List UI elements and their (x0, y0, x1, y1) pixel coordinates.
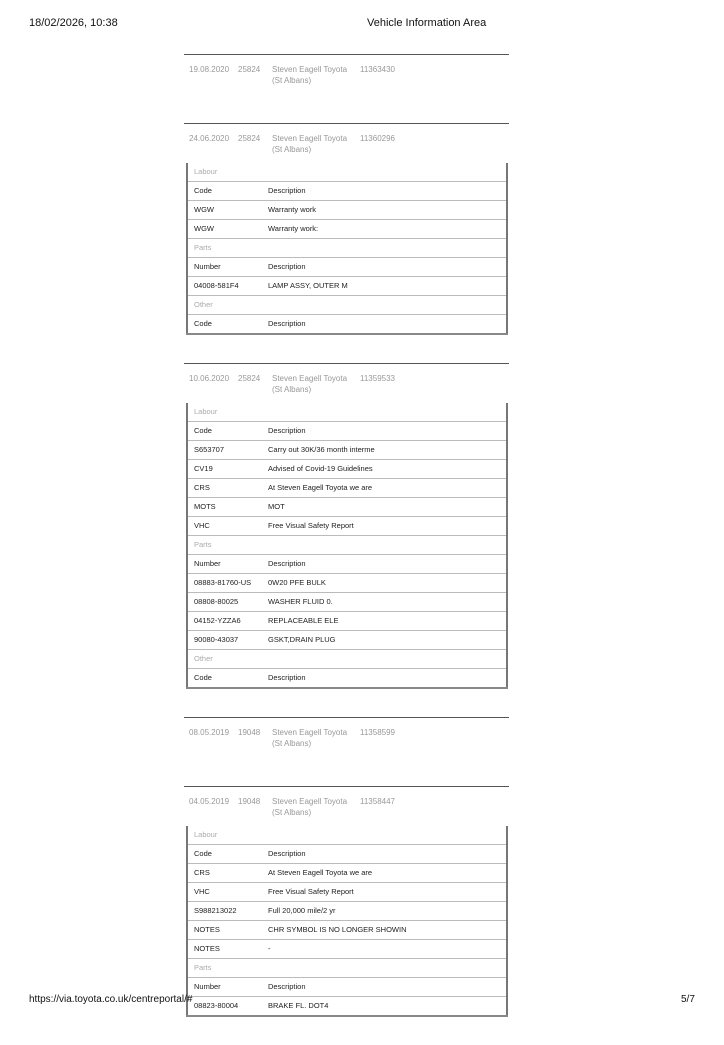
dealer-name: Steven Eagell Toyota (272, 797, 348, 806)
visit-items-table (186, 403, 508, 689)
visit-header[interactable] (184, 364, 509, 395)
item-description: Description (262, 182, 507, 201)
table-row (187, 498, 507, 517)
visit-mileage: 25824 (238, 134, 261, 143)
dealer-location: (St Albans) (272, 808, 312, 817)
visit-mileage: 25824 (238, 374, 261, 383)
dealer-location: (St Albans) (272, 76, 312, 85)
table-row (187, 220, 507, 239)
dealer-name: Steven Eagell Toyota (272, 374, 348, 383)
item-description: Description (262, 555, 507, 574)
dealer-name: Steven Eagell Toyota (272, 65, 348, 74)
table-row (187, 422, 507, 441)
section-row (187, 959, 507, 978)
item-code: 04008-581F4 (187, 277, 262, 296)
table-row (187, 845, 507, 864)
table-row (187, 940, 507, 959)
item-code: Code (187, 182, 262, 201)
section-row (187, 296, 507, 315)
table-row (187, 460, 507, 479)
item-description: Description (262, 845, 507, 864)
item-code: WGW (187, 220, 262, 239)
page-url[interactable]: https://via.toyota.co.uk/centreportal/# (29, 994, 193, 1005)
service-history (184, 54, 509, 1045)
section-row (187, 163, 507, 182)
visit-invoice: 11358599 (360, 728, 395, 737)
item-description: GSKT,DRAIN PLUG (262, 631, 507, 650)
item-description: Description (262, 258, 507, 277)
item-code: Number (187, 258, 262, 277)
dealer-location: (St Albans) (272, 145, 312, 154)
item-code: Code (187, 669, 262, 689)
visit-dealer (272, 727, 360, 777)
item-description: Carry out 30K/36 month interme (262, 441, 507, 460)
item-code: WGW (187, 201, 262, 220)
item-code: Code (187, 422, 262, 441)
item-description: Description (262, 422, 507, 441)
visit-header[interactable] (184, 787, 509, 818)
table-row (187, 441, 507, 460)
table-row (187, 517, 507, 536)
visit-items-table (186, 163, 508, 335)
item-description: Free Visual Safety Report (262, 517, 507, 536)
page-number: 5/7 (681, 994, 695, 1005)
service-visit (184, 54, 509, 114)
visit-items-table (186, 826, 508, 1017)
section-label: Parts (187, 959, 507, 978)
table-row (187, 883, 507, 902)
item-code: Code (187, 845, 262, 864)
table-row (187, 574, 507, 593)
item-description: Free Visual Safety Report (262, 883, 507, 902)
item-code: CRS (187, 479, 262, 498)
visit-invoice: 11359533 (360, 374, 395, 383)
item-code: 08808-80025 (187, 593, 262, 612)
item-description: Description (262, 669, 507, 689)
item-description: LAMP ASSY, OUTER M (262, 277, 507, 296)
visit-mileage: 25824 (238, 65, 261, 74)
item-code: 08823-80004 (187, 997, 262, 1017)
section-row (187, 403, 507, 422)
table-row (187, 201, 507, 220)
table-row (187, 978, 507, 997)
item-description: CHR SYMBOL IS NO LONGER SHOWIN (262, 921, 507, 940)
table-row (187, 612, 507, 631)
item-description: WASHER FLUID 0. (262, 593, 507, 612)
item-description: At Steven Eagell Toyota we are (262, 864, 507, 883)
item-code: Number (187, 978, 262, 997)
item-code: Code (187, 315, 262, 335)
visit-date: 08.05.2019 (189, 728, 230, 737)
dealer-location: (St Albans) (272, 739, 312, 748)
item-code: CRS (187, 864, 262, 883)
visit-dealer (272, 133, 360, 155)
item-code: 90080-43037 (187, 631, 262, 650)
table-row (187, 555, 507, 574)
visit-invoice: 11358447 (360, 797, 395, 806)
visit-header[interactable] (184, 124, 509, 155)
page-title: Vehicle Information Area (367, 17, 487, 29)
item-code: VHC (187, 517, 262, 536)
section-label: Other (187, 650, 507, 669)
section-label: Labour (187, 826, 507, 845)
table-row (187, 258, 507, 277)
table-row (187, 921, 507, 940)
section-label: Parts (187, 536, 507, 555)
table-row (187, 631, 507, 650)
item-code: 08883-81760-US (187, 574, 262, 593)
item-code: MOTS (187, 498, 262, 517)
print-datetime: 18/02/2026, 10:38 (29, 17, 118, 29)
item-code: Number (187, 555, 262, 574)
visit-invoice: 11360296 (360, 134, 395, 143)
item-description: MOT (262, 498, 507, 517)
item-code: 04152-YZZA6 (187, 612, 262, 631)
visit-date: 04.05.2019 (189, 797, 230, 806)
visit-date: 19.08.2020 (189, 65, 230, 74)
item-description: At Steven Eagell Toyota we are (262, 479, 507, 498)
item-description: REPLACEABLE ELE (262, 612, 507, 631)
visit-dealer (272, 373, 360, 395)
table-row (187, 864, 507, 883)
table-row (187, 997, 507, 1017)
item-description: Description (262, 978, 507, 997)
item-description: 0W20 PFE BULK (262, 574, 507, 593)
item-code: S653707 (187, 441, 262, 460)
service-visit (184, 717, 509, 777)
service-visit (184, 786, 509, 1017)
item-description: Description (262, 315, 507, 335)
service-visit (184, 363, 509, 689)
visit-header[interactable] (184, 55, 509, 114)
section-row (187, 826, 507, 845)
section-label: Parts (187, 239, 507, 258)
section-row (187, 239, 507, 258)
item-description: Full 20,000 mile/2 yr (262, 902, 507, 921)
visit-date: 24.06.2020 (189, 134, 230, 143)
item-code: CV19 (187, 460, 262, 479)
dealer-location: (St Albans) (272, 385, 312, 394)
item-description: Warranty work: (262, 220, 507, 239)
service-visit (184, 123, 509, 335)
section-label: Other (187, 296, 507, 315)
visit-dealer (272, 796, 360, 818)
section-label: Labour (187, 403, 507, 422)
item-code: NOTES (187, 921, 262, 940)
item-code: S988213022 (187, 902, 262, 921)
table-row (187, 669, 507, 689)
section-row (187, 650, 507, 669)
item-code: VHC (187, 883, 262, 902)
item-description: BRAKE FL. DOT4 (262, 997, 507, 1017)
visit-invoice: 11363430 (360, 65, 395, 74)
item-description: Warranty work (262, 201, 507, 220)
item-description: Advised of Covid-19 Guidelines (262, 460, 507, 479)
section-label: Labour (187, 163, 507, 182)
table-row (187, 315, 507, 335)
item-code: NOTES (187, 940, 262, 959)
visit-date: 10.06.2020 (189, 374, 230, 383)
table-row (187, 182, 507, 201)
visit-dealer (272, 64, 360, 114)
visit-mileage: 19048 (238, 728, 261, 737)
section-row (187, 536, 507, 555)
visit-header[interactable] (184, 718, 509, 777)
dealer-name: Steven Eagell Toyota (272, 728, 348, 737)
table-row (187, 479, 507, 498)
item-description: - (262, 940, 507, 959)
table-row (187, 593, 507, 612)
table-row (187, 277, 507, 296)
dealer-name: Steven Eagell Toyota (272, 134, 348, 143)
table-row (187, 902, 507, 921)
visit-mileage: 19048 (238, 797, 261, 806)
